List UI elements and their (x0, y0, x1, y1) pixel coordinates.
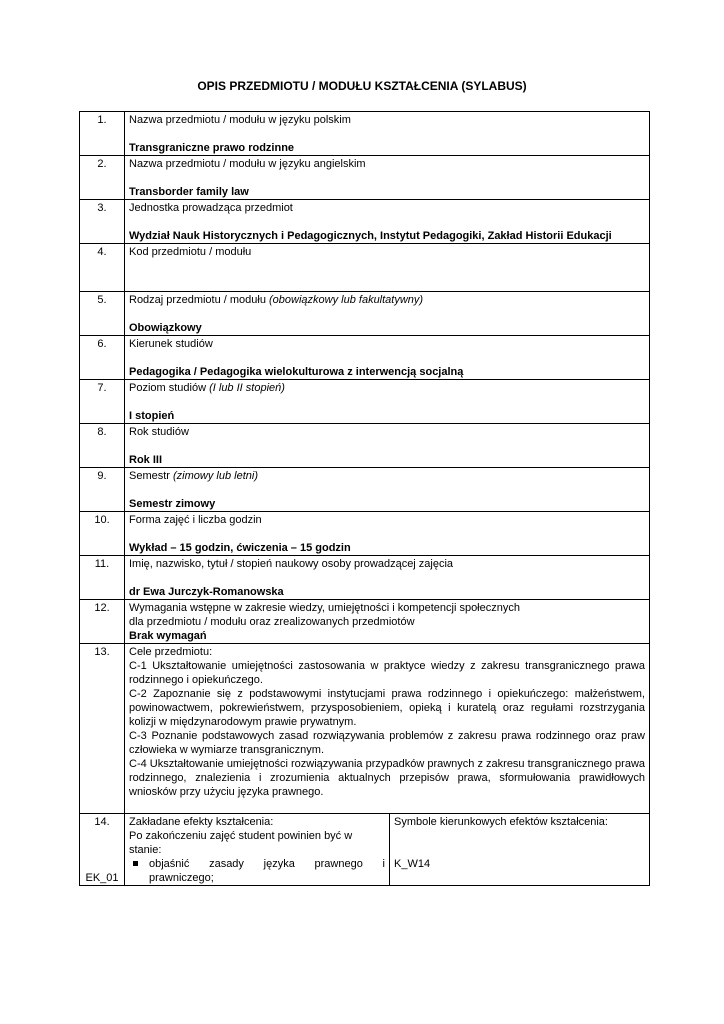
row-label-text: Nazwa przedmiotu / modułu w języku polskim (129, 114, 351, 126)
row-number: 1. (80, 112, 125, 156)
table-row-14 (80, 814, 650, 886)
row-label (129, 337, 645, 351)
goal-item: C-3 Poznanie podstawowych zasad rozwiązywania problemów z zakresu prawa rodzinnego oraz praw człowieka w wymiarze transgranicznym. (129, 730, 645, 756)
row-number: 3. (80, 200, 125, 244)
row-value (129, 273, 645, 287)
effect-symbol: K_W14 (394, 858, 431, 870)
row-content (125, 424, 650, 468)
row-value: I stopień (129, 410, 175, 422)
bullet-square-icon (133, 861, 138, 866)
row-value: Brak wymagań (129, 630, 207, 642)
row-number: 12. (80, 600, 125, 644)
table-row-13 (80, 644, 650, 814)
row-label-text: Kod przedmiotu / modułu (129, 246, 252, 258)
goal-item: C-1 Ukształtowanie umiejętności zastosowania w praktyce wiedzy z zakresu transgranicznego prawa rodzinnego i opiekuńczego. (129, 660, 645, 686)
row-number: 7. (80, 380, 125, 424)
table-row (80, 112, 650, 156)
row-content (125, 156, 650, 200)
goals-cell (125, 644, 650, 814)
table-row (80, 424, 650, 468)
row-label-text: Nazwa przedmiotu / modułu w języku angielskim (129, 158, 366, 170)
row-number: 4. (80, 244, 125, 292)
row-number: 13. (80, 644, 125, 814)
effects-heading: Zakładane efekty kształcenia: (129, 816, 274, 828)
effects-cell (125, 814, 390, 886)
row-content (125, 244, 650, 292)
row-label (129, 513, 645, 527)
row-label-text: Jednostka prowadząca przedmiot (129, 202, 293, 214)
row-number: 11. (80, 556, 125, 600)
row-content (125, 336, 650, 380)
table-row (80, 556, 650, 600)
syllabus-rows (80, 112, 650, 600)
row-label (129, 201, 645, 215)
effects-list (129, 857, 385, 885)
row-label-text: Poziom studiów (129, 382, 210, 394)
table-row (80, 156, 650, 200)
syllabus-table (79, 111, 650, 886)
table-row (80, 336, 650, 380)
row-number-cell (80, 814, 125, 886)
row-value: dr Ewa Jurczyk-Romanowska (129, 586, 284, 598)
page-title: OPIS PRZEDMIOTU / MODUŁU KSZTAŁCENIA (SYLABUS) (197, 79, 527, 93)
list-item (129, 857, 385, 885)
row-number: 8. (80, 424, 125, 468)
row-label-text: Imię, nazwisko, tytuł / stopień naukowy osoby prowadzącej zajęcia (129, 558, 454, 570)
row-value: Wydział Nauk Historycznych i Pedagogicznych, Instytut Pedagogiki, Zakład Historii Edukacji (129, 230, 612, 242)
row-label (129, 245, 645, 259)
symbols-cell (390, 814, 650, 886)
goal-item: C-2 Zapoznanie się z podstawowymi instytucjami prawa rodzinnego i opiekuńczego: małżeństwem, powinowactwem, pokrewieństwem, przysposobieniem, opieką i kuratelą oraz regułami rozstrzygania kolizji w międzynarodowym prawie prywatnym. (129, 688, 645, 728)
row-number: 6. (80, 336, 125, 380)
row-value: Wykład – 15 godzin, ćwiczenia – 15 godzin (129, 542, 351, 554)
table-row (80, 200, 650, 244)
row-label: Wymagania wstępne w zakresie wiedzy, umiejętności i kompetencji społecznych (129, 602, 520, 614)
row-value: Semestr zimowy (129, 498, 216, 510)
table-row (80, 468, 650, 512)
table-row (80, 380, 650, 424)
row-number: 2. (80, 156, 125, 200)
row-label (129, 293, 645, 307)
row-content (125, 600, 650, 644)
row-value: Pedagogika / Pedagogika wielokulturowa z interwencją socjalną (129, 366, 464, 378)
row-number: 14. (94, 816, 110, 828)
row-content (125, 200, 650, 244)
row-label (129, 381, 645, 395)
effect-text: objaśnić zasady języka prawnego i prawniczego; (149, 858, 385, 884)
row-content (125, 292, 650, 336)
row-label: dla przedmiotu / modułu oraz zrealizowanych przedmiotów (129, 616, 415, 628)
table-row (80, 244, 650, 292)
row-content (125, 556, 650, 600)
row-content (125, 468, 650, 512)
table-row (80, 292, 650, 336)
symbols-heading: Symbole kierunkowych efektów kształcenia: (394, 816, 608, 828)
row-label (129, 113, 645, 127)
table-row-12 (80, 600, 650, 644)
table-row (80, 512, 650, 556)
row-label-hint: (obowiązkowy lub fakultatywny) (269, 294, 424, 306)
row-label-text: Rok studiów (129, 426, 189, 438)
row-value: Transborder family law (129, 186, 249, 198)
row-label-hint: (I lub II stopień) (209, 382, 285, 394)
effect-code: EK_01 (85, 872, 119, 884)
row-content (125, 112, 650, 156)
row-label (129, 469, 645, 483)
row-label-hint: (zimowy lub letni) (173, 470, 258, 482)
row-content (125, 512, 650, 556)
row-label (129, 157, 645, 171)
row-label (129, 425, 645, 439)
row-value: Rok III (129, 454, 163, 466)
row-label-text: Semestr (129, 470, 174, 482)
goal-item: C-4 Ukształtowanie umiejętności rozwiązywania przypadków prawnych z zakresu transgranicznego prawa rodzinnego, znalezienia i zrozumienia aktualnych przepisów prawa, sformułowania prawidłowych wniosków przy użyciu języka prawnego. (129, 758, 646, 798)
row-value: Obowiązkowy (129, 322, 202, 334)
row-number: 9. (80, 468, 125, 512)
row-label-text: Kierunek studiów (129, 338, 213, 350)
row-number: 10. (80, 512, 125, 556)
row-label-text: Rodzaj przedmiotu / modułu (129, 294, 270, 306)
row-label-text: Forma zajęć i liczba godzin (129, 514, 262, 526)
row-value: Transgraniczne prawo rodzinne (129, 142, 295, 154)
effects-intro: Po zakończeniu zajęć student powinien być w stanie: (129, 830, 353, 856)
row-label (129, 557, 645, 571)
goals-heading: Cele przedmiotu: (129, 646, 213, 658)
row-number: 5. (80, 292, 125, 336)
row-content (125, 380, 650, 424)
